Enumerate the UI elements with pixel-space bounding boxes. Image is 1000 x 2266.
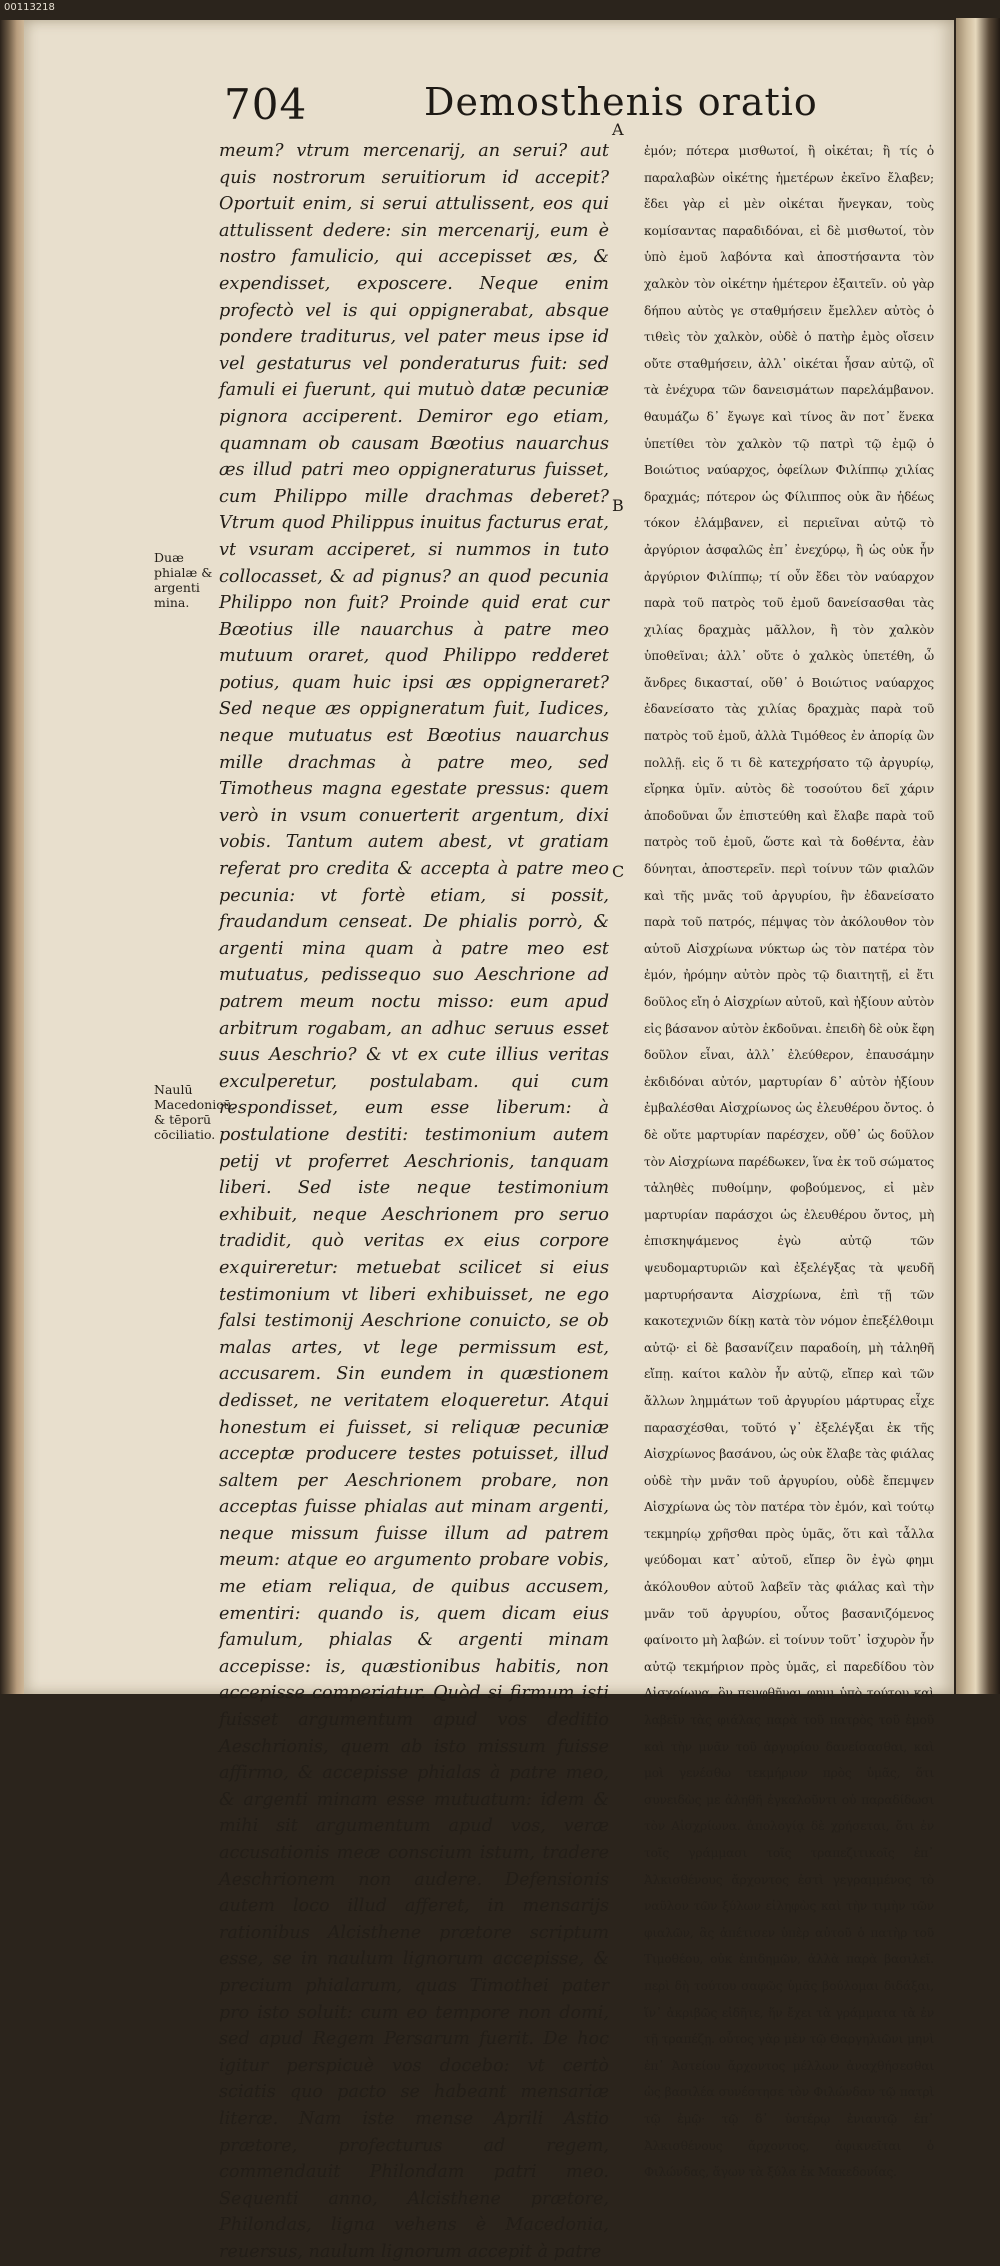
greek-text-column bbox=[644, 138, 934, 2186]
page-title: Demosthenis oratio bbox=[424, 80, 818, 124]
section-marker-c: C bbox=[612, 862, 625, 881]
scan-id: 00113218 bbox=[4, 2, 55, 13]
section-marker-a: A bbox=[612, 120, 624, 139]
greek-paragraph: ἐμόν; πότερα μισθωτοί, ἢ οἰκέται; ἢ τίς ὁ παραλαβὼν οἰκέτης ἡμετέρων ἐκεῖνο ἔλαβεν; ἔδει γὰρ εἰ μὲν οἰκέται ἤνεγκαν, τοὺς κομίσαντας παραδιδόναι, εἰ δὲ μισθωτοί, τὸν ὑπὸ ἐμοῦ λαβόντα καὶ ἀποστήσαντα τὸν χαλκὸν τὸν οἰκέτην ἡμέτερον ἐξαιτεῖν. οὐ γὰρ δήπου αὐτὸς γε σταθμήσειν ἔμελλεν αὐτὸς ὁ τιθεὶς τὸν χαλκὸν, οὐδὲ ὁ πατὴρ ἐμὸς οἴσειν οὔτε σταθμήσειν, ἀλλ᾽ οἰκέται ἦσαν αὐτῷ, οἳ τὰ ἐνέχυρα τῶν δανεισμάτων παρελάμβανον. θαυμάζω δ᾽ ἔγωγε καὶ τίνος ἂν ποτ᾽ ἕνεκα ὑπετίθει τὸν χαλκὸν τῷ πατρὶ τῷ ἐμῷ ὁ Βοιώτιος ναύαρχος, ὀφείλων Φιλίππῳ χιλίας δραχμάς; πότερον ὡς Φίλιππος οὐκ ἂν ἡδέως τόκον ἐλάμβανεν, εἰ περιεῖναι αὐτῷ τὸ ἀργύριον ἀσφαλῶς ἐπ᾽ ἐνεχύρῳ, ἢ ὡς οὐκ ἦν ἀργύριον Φιλίππῳ; τί οὖν ἔδει τὸν ναύαρχον παρὰ τοῦ πατρὸς τοῦ ἐμοῦ δανείσασθαι τὰς χιλίας δραχμὰς μᾶλλον, ἢ τὸν χαλκὸν ὑποθεῖναι; ἀλλ᾽ οὔτε ὁ χαλκὸς ὑπετέθη, ὦ ἄνδρες δικασταί, οὔθ᾽ ὁ Βοιώτιος ναύαρχος ἐδανείσατο τὰς χιλίας δραχμὰς παρὰ τοῦ πατρὸς τοῦ ἐμοῦ, ἀλλὰ Τιμόθεος ἐν ἀπορίᾳ ὢν πολλῇ. εἰς ὅ τι δὲ κατεχρήσατο τῷ ἀργυρίῳ, εἴρηκα ὑμῖν. αὐτὸς δὲ τοσούτου δεῖ χάριν ἀποδοῦναι ὧν ἐπιστεύθη καὶ ἔλαβε παρὰ τοῦ πατρὸς τοῦ ἐμοῦ, ὥστε καὶ τὰ δοθέντα, ἐὰν δύνηται, ἀποστερεῖν. περὶ τοίνυν τῶν φιαλῶν καὶ τῆς μνᾶς τοῦ ἀργυρίου, ἣν ἐδανείσατο παρὰ τοῦ πατρός, πέμψας τὸν ἀκόλουθον τὸν αὑτοῦ Αἰσχρίωνα νύκτωρ ὡς τὸν πατέρα τὸν ἐμόν, ἠρόμην αὐτὸν πρὸς τῷ διαιτητῇ, εἰ ἔτι δοῦλος εἴη ὁ Αἰσχρίων αὐτοῦ, καὶ ἠξίουν αὐτὸν εἰς βάσανον αὐτὸν ἐκδοῦναι. ἐπειδὴ δὲ οὐκ ἔφη δοῦλον εἶναι, ἀλλ᾽ ἐλεύθερον, ἐπαυσάμην ἐκδιδόναι αὐτόν, μαρτυρίαν δ᾽ αὐτὸν ἠξίουν ἐμβαλέσθαι Αἰσχρίωνος ὡς ἐλευθέρου ὄντος. ὁ δὲ οὔτε μαρτυρίαν παρέσχεν, οὔθ᾽ ὡς δοῦλον τὸν Αἰσχρίωνα παρέδωκεν, ἵνα ἐκ τοῦ σώματος τἀληθὲς πυθοίμην, φοβούμενος, εἰ μὲν μαρτυρίαν παράσχοι ὡς ἐλευθέρου ὄντος, μὴ ἐπισκηψάμενος ἐγὼ αὐτῷ τῶν ψευδομαρτυριῶν καὶ ἐξελέγξας τὰ ψευδῆ μαρτυρήσαντα Αἰσχρίωνα, ἐπὶ τῇ τῶν κακοτεχνιῶν δίκῃ κατὰ τὸν νόμον ἐπεξέλθοιμι αὐτῷ· εἰ δὲ βασανίζειν παραδοίη, μὴ τἀληθῆ εἴπῃ. καίτοι καλὸν ἦν αὐτῷ, εἴπερ καὶ τῶν ἄλλων λημμάτων τοῦ ἀργυρίου μάρτυρας εἶχε παρασχέσθαι, τοῦτό γ᾽ ἐξελέγξαι ἐκ τῆς Αἰσχρίωνος βασάνου, ὡς οὐκ ἔλαβε τὰς φιάλας οὐδὲ τὴν μνᾶν τοῦ ἀργυρίου, οὐδὲ ἔπεμψεν Αἰσχρίωνα ὡς τὸν πατέρα τὸν ἐμόν, καὶ τούτῳ τεκμηρίῳ χρῆσθαι πρὸς ὑμᾶς, ὅτι καὶ τἆλλα ψεύδομαι κατ᾽ αὐτοῦ, εἴπερ ὃν ἐγὼ φημι ἀκόλουθον αὐτοῦ λαβεῖν τὰς φιάλας καὶ τὴν μνᾶν τοῦ ἀργυρίου, οὗτος βασανιζόμενος φαίνοιτο μὴ λαβών. εἰ τοίνυν τοῦτ᾽ ἰσχυρὸν ἦν αὐτῷ τεκμήριον πρὸς ὑμᾶς, εἰ παρεδίδου τὸν Αἰσχρίωνα, ὃν πεμφθῆναι φημι ὑπὸ τούτου καὶ λαβεῖν τὰς φιάλας παρὰ τοῦ πατρὸς τοῦ ἐμοῦ καὶ τὴν μνᾶν τοῦ ἀργυρίου δανείσασθαι, καὶ μοὶ γενέσθω τεκμήριον πρὸς ὑμᾶς, ὅτι συνειδὼς με ἀληθῆ ἐγκαλοῦντι οὐ παραδίδωσι τὸν Αἰσχρίωνα. ἀπολογίᾳ δὲ χρήσεται, ὅτι ἐν τοῖς γράμμασι τοῖς τραπεζιτικοῖς ἐπ᾽ Ἀλκισθένους ἄρχοντος ἐστὶ γεγραμμένος τὸ ναῦλον τῶν ξύλων εἰληφὼς καὶ τὴν τιμὴν τῶν φιαλῶν, ἃς ἀπέτισεν ὑπὲρ αὐτοῦ ὁ πατὴρ τοῦ Τιμοθέου, οὐκ ἐπιδημῶν, ἀλλὰ παρὰ βασιλεῖ. περὶ δὴ τούτου σαφῶς ὑμᾶς βούλομαι διδάξαι, ἵν᾽ ἀκριβῶς εἰδῆτε, ἥν ἔχει τὰ γράμματα τὰ ἐν τῇ τραπέζῃ. οὗτος γὰρ μὲν τῷ Θαργηλιῶνι μηνὶ ἐπ᾽ Ἀστείου ἄρχοντος μέλλων ἀναχθήσεσθαι ὡς βασιλέα συνέστησε τὸν Φιλώνδαν τῷ πατρὶ τῷ ἐμῷ· τῷ δ᾽ ὑστέρῳ ἐνιαυτῷ ἐπ᾽ Ἀλκισθένους ἄρχοντος, ἀφικνεῖται ὁ Φιλώνδας, ἄγων τὰ ξύλα ἐκ Μακεδονίας. bbox=[644, 144, 934, 2180]
marginal-note-phialae: Duæ phialæ & argenti mina. bbox=[154, 550, 213, 610]
latin-text-column bbox=[219, 138, 609, 2266]
book-page bbox=[24, 20, 954, 2262]
section-marker-b: B bbox=[612, 496, 624, 515]
marginal-note-naulum: Naulū Macedonicū, & tēporū cōciliatio. bbox=[154, 1082, 236, 1142]
latin-paragraph: meum? vtrum mercenarij, an serui? aut quis nostrorum seruitiorum id accepit? Oportuit enim, si serui attulissent, eos qui attulissent dedere: sin mercenarij, eum è nostro famulicio, qui accepisset æs, & expendisset, exposcere. Neque enim profectò vel is qui oppignerabat, absque pondere traditurus, vel pater meus ipse id vel gestaturus vel ponderaturus fuit: sed famuli ei fuerunt, qui mutuò datæ pecuniæ pignora acciperent. Demiror ego etiam, quamnam ob causam Bœotius nauarchus æs illud patri meo oppigneraturus fuisset, cum Philippo mille drachmas deberet? Vtrum quod Philippus inuitus facturus erat, vt vsuram acciperet, si nummos in tuto collocasset, & ad pignus? an quod pecunia Philippo non fuit? Proinde quid erat cur Bœotius ille nauarchus à patre meo mutuum oraret, quod Philippo redderet potius, quam huic ipsi æs oppigneraret? Sed neque æs oppigneratum fuit, Iudices, neque mutuatus est Bœotius nauarchus mille drachmas à patre meo, sed Timotheus magna egestate pressus: quem verò in vsum conuerterit argentum, dixi vobis. Tantum autem abest, vt gratiam referat pro credita & accepta à patre meo pecunia: vt fortè etiam, si possit, fraudandum censeat. De phialis porrò, & argenti mina quam à patre meo est mutuatus, pedissequo suo Aeschrione ad patrem meum noctu misso: eum apud arbitrum rogabam, an adhuc seruus esset suus Aeschrio? & vt ex cute illius veritas exculperetur, postulabam. qui cum respondisset, eum esse liberum: à postulatione destiti: testimonium autem petij vt proferret Aeschrionis, tanquam liberi. Sed iste neque testimonium exhibuit, neque Aeschrionem pro seruo tradidit, quò veritas ex eius corpore exquireretur: metuebat scilicet si eius testimonium vt liberi exhibuisset, ne ego falsi testimonij Aeschrione conuicto, se ob malas artes, vt lege permissum est, accusarem. Sin eundem in quæstionem dedisset, ne veritatem eloqueretur. Atqui honestum ei fuisset, si reliquæ pecuniæ acceptæ producere testes potuisset, illud saltem per Aeschrionem probare, non acceptas fuisse phialas aut minam argenti, neque missum fuisse illum ad patrem meum: atque eo argumento probare vobis, me etiam reliqua, de quibus accusem, ementiri: quando is, quem dicam eius famulum, phialas & argenti minam accepisse: is, quæstionibus habitis, non accepisse comperiatur. Quòd si firmum isti fuisset argumentum apud vos deditio Aeschrionis, quem ab isto missum fuisse affirmo, & accepisse phialas à patre meo, & argenti minam esse mutuatum: idem & mihi sit argumentum apud vos, veræ accusationis meæ conscium istum, tradere Aeschrionem non audere. Defensionis autem loco illud afferet, in mensarijs rationibus Alcisthene prætore scriptum esse, se in naulum lignorum accepisse, & precium phialarum, quas Timothei pater pro isto soluit: cum eo tempore non domi, sed apud Regem Persarum fuerit. De hoc igitur perspicuè vos docebo: vt certò sciatis quo pacto se habeant mensariæ literæ. Nam iste mense Aprili Astio prætore, profecturus ad regem, commendauit Philondam patri meo. Sequenti anno, Alcisthene prætore, Philondas, ligna vehens è Macedonia, reuersus, naulum lignorum accepit à patre bbox=[219, 141, 609, 2262]
right-book-edge bbox=[956, 18, 1000, 1694]
running-head bbox=[24, 80, 954, 140]
page-number: 704 bbox=[224, 80, 308, 129]
